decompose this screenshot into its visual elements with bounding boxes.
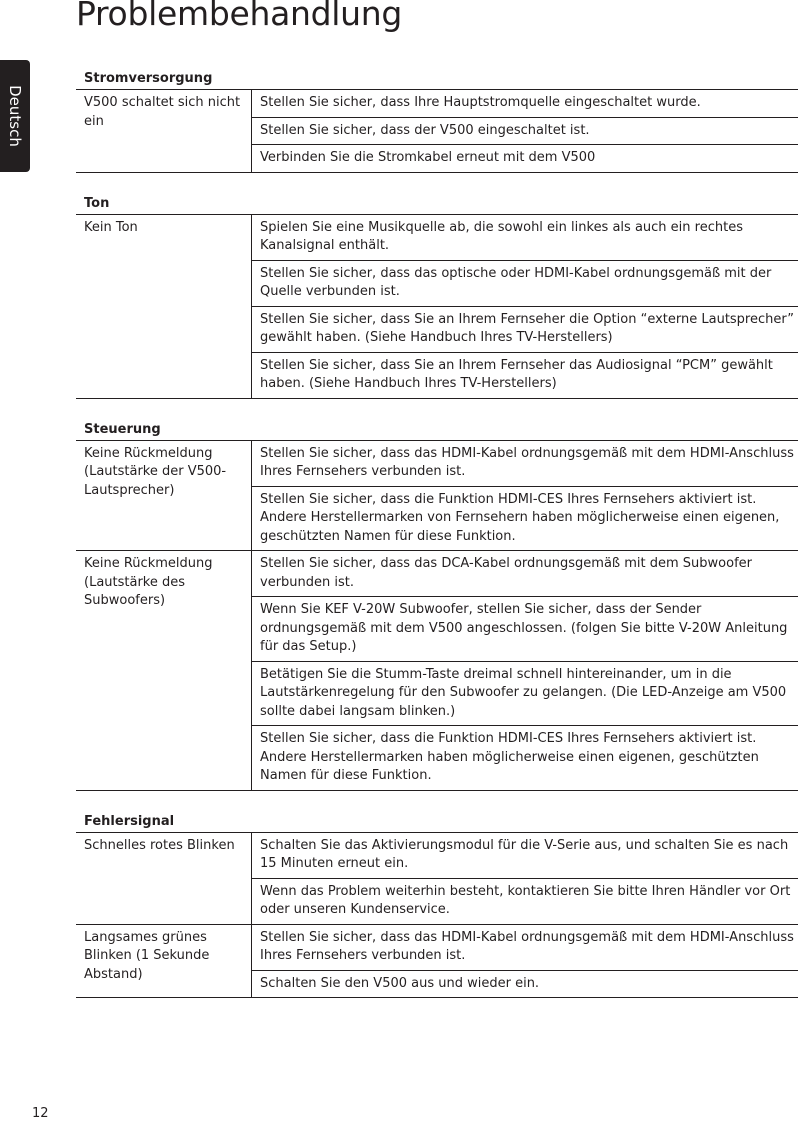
solution: Stellen Sie sicher, dass Ihre Hauptstromquelle eingeschaltet wurde. bbox=[252, 90, 798, 118]
language-tab bbox=[0, 60, 30, 172]
solutions bbox=[252, 551, 798, 790]
solution: Stellen Sie sicher, dass Sie an Ihrem Fernseher das Audiosignal “PCM” gewählt haben. (Siehe Handbuch Ihres TV-Herstellers) bbox=[260, 357, 773, 391]
symptom: Keine Rückmeldung (Lautstärke des Subwoofers) bbox=[76, 551, 252, 790]
problem-group bbox=[76, 551, 798, 791]
problem-group bbox=[76, 441, 798, 552]
page-number: 12 bbox=[32, 1106, 49, 1121]
solution: Wenn Sie KEF V-20W Subwoofer, stellen Sie sicher, dass der Sender ordnungsgemäß mit dem V500 angeschlossen. (folgen Sie bitte V-20W Anleitung für das Setup.) bbox=[252, 597, 798, 662]
problem-group bbox=[76, 833, 798, 925]
solutions bbox=[252, 925, 798, 998]
section-power bbox=[76, 68, 798, 173]
solutions bbox=[252, 833, 798, 924]
symptom: Kein Ton bbox=[76, 215, 252, 398]
page-title: Problembehandlung bbox=[76, 0, 403, 33]
solutions bbox=[252, 90, 798, 172]
solution: Spielen Sie eine Musikquelle ab, die sowohl ein linkes als auch ein rechtes Kanalsignal enthält. bbox=[252, 215, 798, 261]
solution: Stellen Sie sicher, dass das HDMI-Kabel ordnungsgemäß mit dem HDMI-Anschluss Ihres Fernsehers verbunden ist. bbox=[252, 925, 798, 971]
solution: Stellen Sie sicher, dass das optische oder HDMI-Kabel ordnungsgemäß mit der Quelle verbunden ist. bbox=[252, 261, 798, 307]
solution: Stellen Sie sicher, dass die Funktion HDMI-CES Ihres Fernsehers aktiviert ist. Andere Herstellermarken haben möglicherweise einen eigenen, geschützten Namen für diese Funktion. bbox=[260, 731, 759, 783]
problem-group bbox=[76, 925, 798, 999]
troubleshooting-table bbox=[76, 68, 798, 998]
symptom: Keine Rückmeldung (Lautstärke der V500-Lautsprecher) bbox=[76, 441, 252, 551]
solution: Stellen Sie sicher, dass das HDMI-Kabel ordnungsgemäß mit dem HDMI-Anschluss Ihres Fernsehers verbunden ist. bbox=[252, 441, 798, 487]
symptom: Langsames grünes Blinken (1 Sekunde Abstand) bbox=[76, 925, 252, 998]
solution: Betätigen Sie die Stumm-Taste dreimal schnell hintereinander, um in die Lautstärkenregelung für den Subwoofer zu gelangen. (Die LED-Anzeige am V500 sollte dabei langsam blinken.) bbox=[252, 662, 798, 727]
section-sound bbox=[76, 193, 798, 399]
solution: Stellen Sie sicher, dass der V500 eingeschaltet ist. bbox=[252, 118, 798, 146]
section-heading: Fehlersignal bbox=[76, 811, 798, 833]
symptom: Schnelles rotes Blinken bbox=[76, 833, 252, 924]
section-heading: Steuerung bbox=[76, 419, 798, 441]
solutions bbox=[252, 441, 798, 551]
section-error-signal bbox=[76, 811, 798, 999]
section-control bbox=[76, 419, 798, 791]
solution: Stellen Sie sicher, dass die Funktion HDMI-CES Ihres Fernsehers aktiviert ist. Andere Herstellermarken von Fernsehern haben möglicherweise einen eigenen, geschützten Namen für diese Funktion. bbox=[260, 491, 780, 544]
solution: Verbinden Sie die Stromkabel erneut mit dem V500 bbox=[260, 150, 596, 165]
language-tab-label: Deutsch bbox=[6, 85, 24, 147]
solution: Stellen Sie sicher, dass das DCA-Kabel ordnungsgemäß mit dem Subwoofer verbunden ist. bbox=[252, 551, 798, 597]
solution: Stellen Sie sicher, dass Sie an Ihrem Fernseher die Option “externe Lautsprecher” gewählt haben. (Siehe Handbuch Ihres TV-Herstellers) bbox=[252, 307, 798, 353]
solution: Schalten Sie den V500 aus und wieder ein. bbox=[260, 975, 540, 991]
symptom: V500 schaltet sich nicht ein bbox=[76, 90, 252, 172]
solution: Wenn das Problem weiterhin besteht, kontaktieren Sie bitte Ihren Händler vor Ort oder unseren Kundenservice. bbox=[260, 883, 791, 917]
section-heading: Ton bbox=[76, 193, 798, 215]
problem-group bbox=[76, 90, 798, 173]
solution: Schalten Sie das Aktivierungsmodul für die V-Serie aus, und schalten Sie es nach 15 Minuten erneut ein. bbox=[252, 833, 798, 879]
problem-group bbox=[76, 215, 798, 399]
solutions bbox=[252, 215, 798, 398]
section-heading: Stromversorgung bbox=[76, 68, 798, 90]
